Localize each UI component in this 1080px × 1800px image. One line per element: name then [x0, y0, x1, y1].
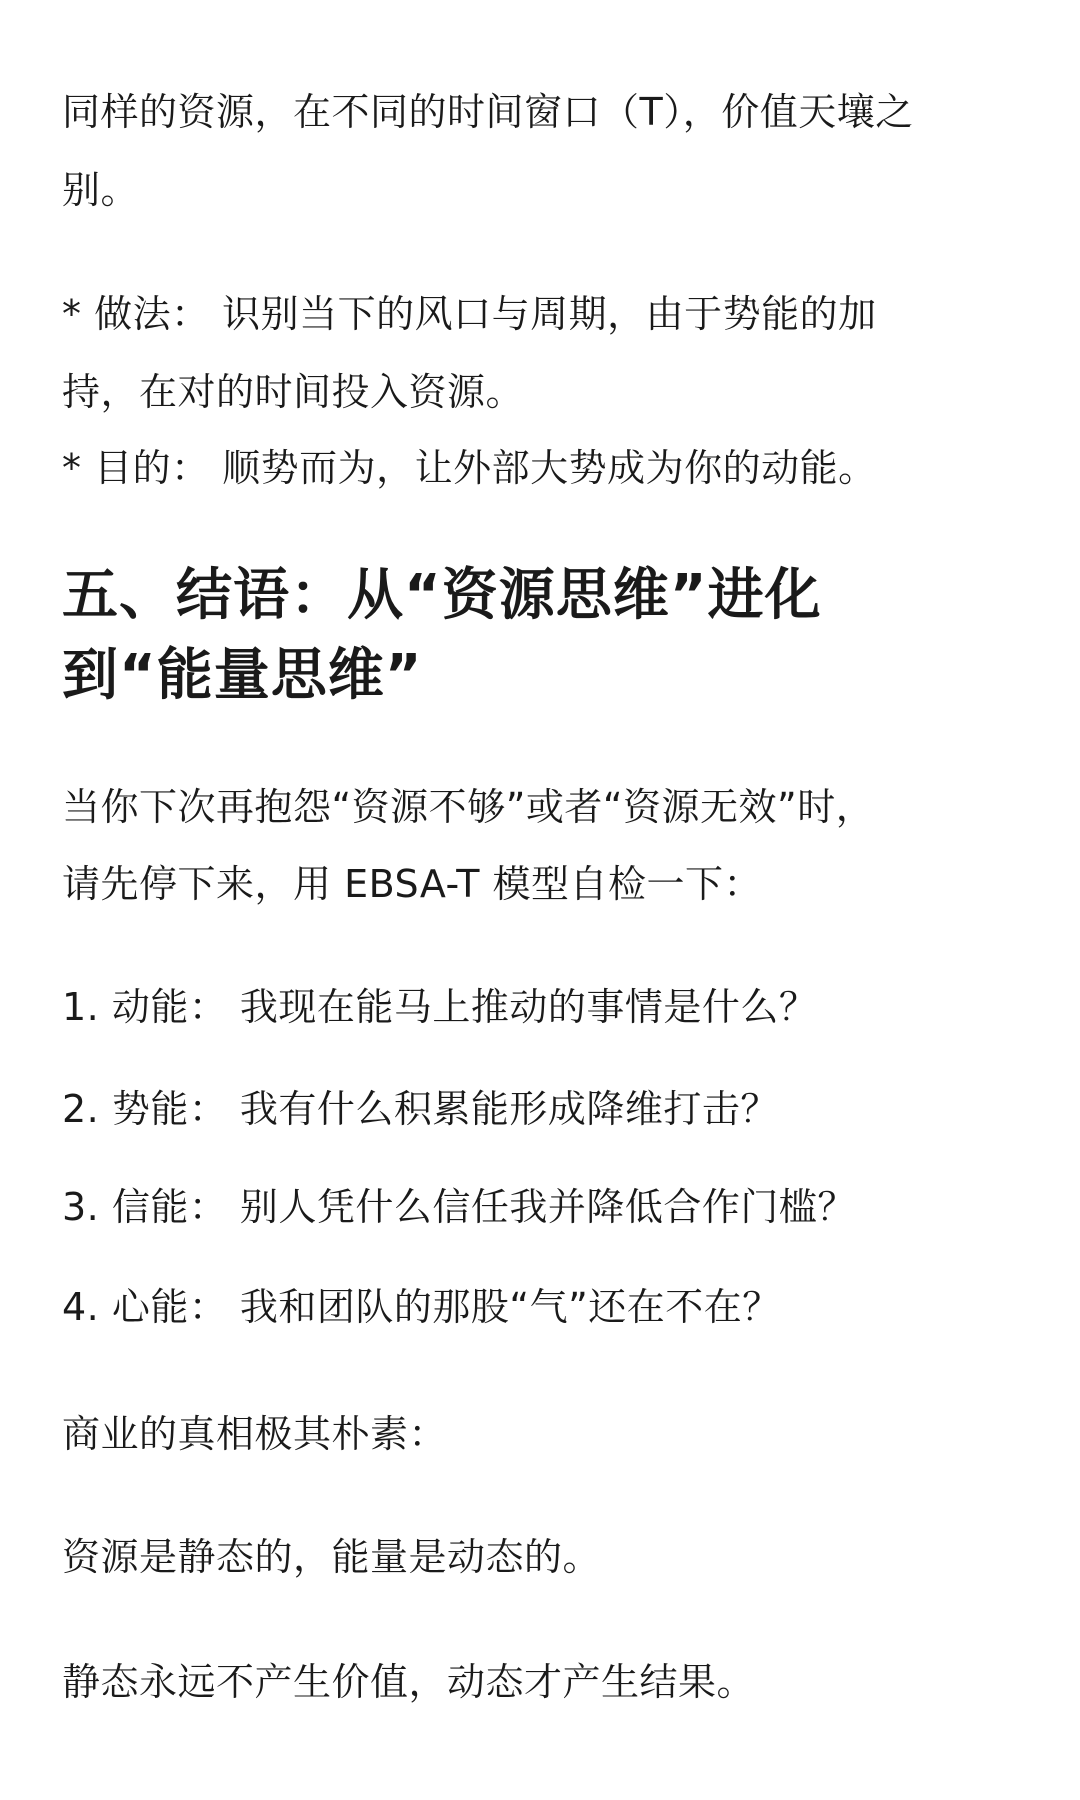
- checklist-item-potential: 2. 势能： 我有什么积累能形成降维打击？: [62, 1087, 779, 1131]
- para-line-2: 请先停下来，用 EBSA-T 模型自检一下：: [62, 862, 762, 906]
- closing-line-3: 静态永远不产生价值，动态才产生结果。: [62, 1660, 756, 1704]
- method-line-2: 持，在对的时间投入资源。: [62, 370, 525, 414]
- section-heading-line-1: 五、结语：从“资源思维”进化: [62, 563, 822, 628]
- method-line-1: * 做法： 识别当下的风口与周期，由于势能的加: [62, 292, 877, 336]
- checklist-item-trust: 3. 信能： 别人凭什么信任我并降低合作门槛？: [62, 1185, 856, 1229]
- closing-line-1: 商业的真相极其朴素：: [62, 1412, 448, 1456]
- closing-line-2: 资源是静态的，能量是动态的。: [62, 1535, 602, 1579]
- purpose-line: * 目的： 顺势而为，让外部大势成为你的动能。: [62, 446, 877, 490]
- intro-line-1: 同样的资源，在不同的时间窗口（T），价值天壤之: [62, 90, 914, 134]
- checklist-item-mind: 4. 心能： 我和团队的那股“气”还在不在？: [62, 1285, 781, 1329]
- checklist-item-kinetic: 1. 动能： 我现在能马上推动的事情是什么？: [62, 985, 818, 1029]
- section-heading-line-2: 到“能量思维”: [62, 643, 423, 708]
- para-line-1: 当你下次再抱怨“资源不够”或者“资源无效”时，: [62, 785, 875, 829]
- intro-line-2: 别。: [62, 168, 140, 212]
